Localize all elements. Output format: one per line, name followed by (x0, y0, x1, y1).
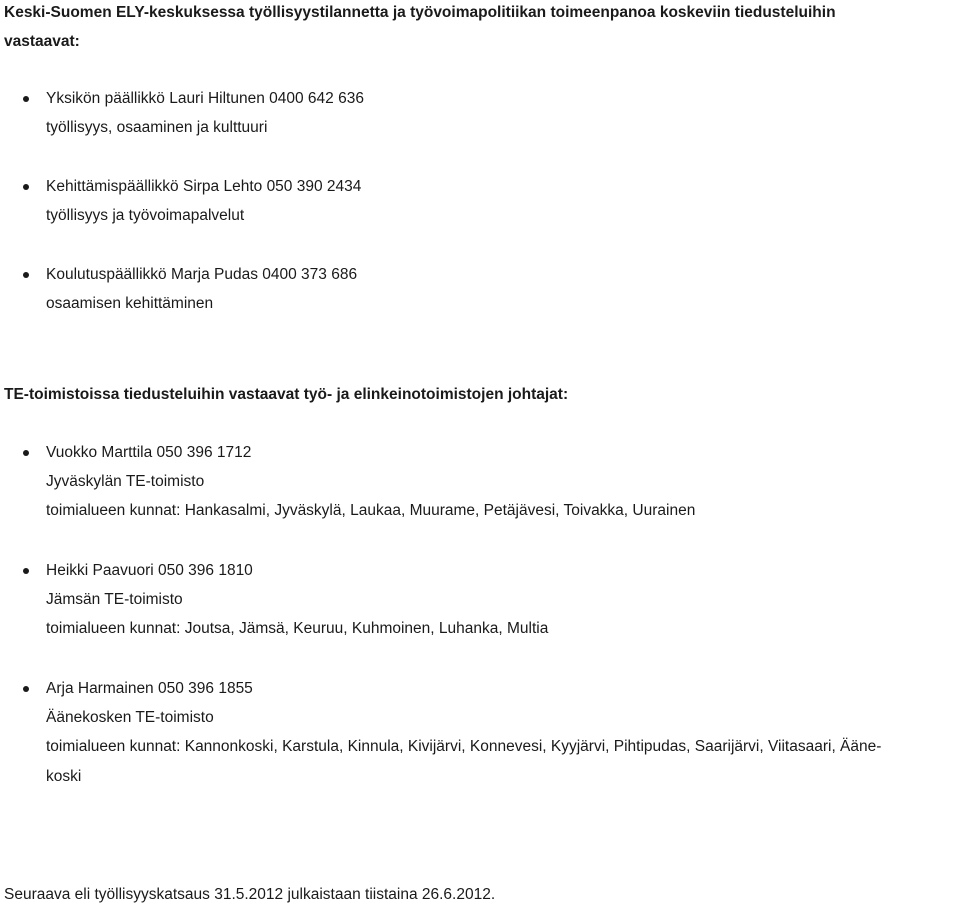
contact-item (46, 172, 958, 230)
contact-area: osaamisen kehittäminen (46, 295, 214, 313)
bullet-icon (23, 568, 29, 574)
contact-area: työllisyys ja työvoimapalvelut (46, 207, 245, 225)
bullet-icon (23, 686, 29, 692)
section-heading-ely: Keski-Suomen ELY-keskuksessa työllisyystilannetta ja työvoimapolitiikan toimeenpanoa koskeviin tiedusteluihin vastaavat: (4, 4, 836, 50)
contact-title: Koulutuspäällikkö Marja Pudas 0400 373 686 (46, 266, 358, 283)
director-name: Heikki Paavuori 050 396 1810 (46, 562, 253, 579)
bullet-icon (23, 184, 29, 190)
contact-title: Yksikön päällikkö Lauri Hiltunen 0400 642 636 (46, 90, 364, 107)
bullet-icon (23, 450, 29, 456)
municipalities: toimialueen kunnat: Kannonkoski, Karstula, Kinnula, Kivijärvi, Konnevesi, Kyyjärvi, Pihtipudas, Saarijärvi, Viitasaari, Ääne- (46, 738, 882, 756)
director-item (46, 674, 958, 791)
footer-note: Seuraava eli työllisyyskatsaus 31.5.2012 julkaistaan tiistaina 26.6.2012. (4, 886, 496, 903)
bullet-icon (23, 272, 29, 278)
municipalities: toimialueen kunnat: Hankasalmi, Jyväskylä, Laukaa, Muurame, Petäjävesi, Toivakka, Uurainen (46, 502, 696, 520)
section-heading-te-offices: TE-toimistoissa tiedusteluihin vastaavat työ- ja elinkeinotoimistojen johtajat: (4, 386, 569, 403)
director-name: Arja Harmainen 050 396 1855 (46, 680, 253, 697)
contact-title: Kehittämispäällikkö Sirpa Lehto 050 390 2434 (46, 178, 362, 195)
contact-area: työllisyys, osaaminen ja kulttuuri (46, 119, 268, 137)
director-item (46, 556, 958, 644)
office-name: Jyväskylän TE-toimisto (46, 473, 205, 491)
bullet-icon (23, 96, 29, 102)
director-item (46, 438, 958, 526)
office-name: Äänekosken TE-toimisto (46, 709, 214, 727)
municipalities-continued: koski (46, 767, 82, 785)
director-name: Vuokko Marttila 050 396 1712 (46, 444, 252, 461)
office-name: Jämsän TE-toimisto (46, 591, 183, 609)
contact-item (46, 84, 958, 142)
contact-item (46, 260, 958, 318)
municipalities: toimialueen kunnat: Joutsa, Jämsä, Keuruu, Kuhmoinen, Luhanka, Multia (46, 620, 549, 638)
